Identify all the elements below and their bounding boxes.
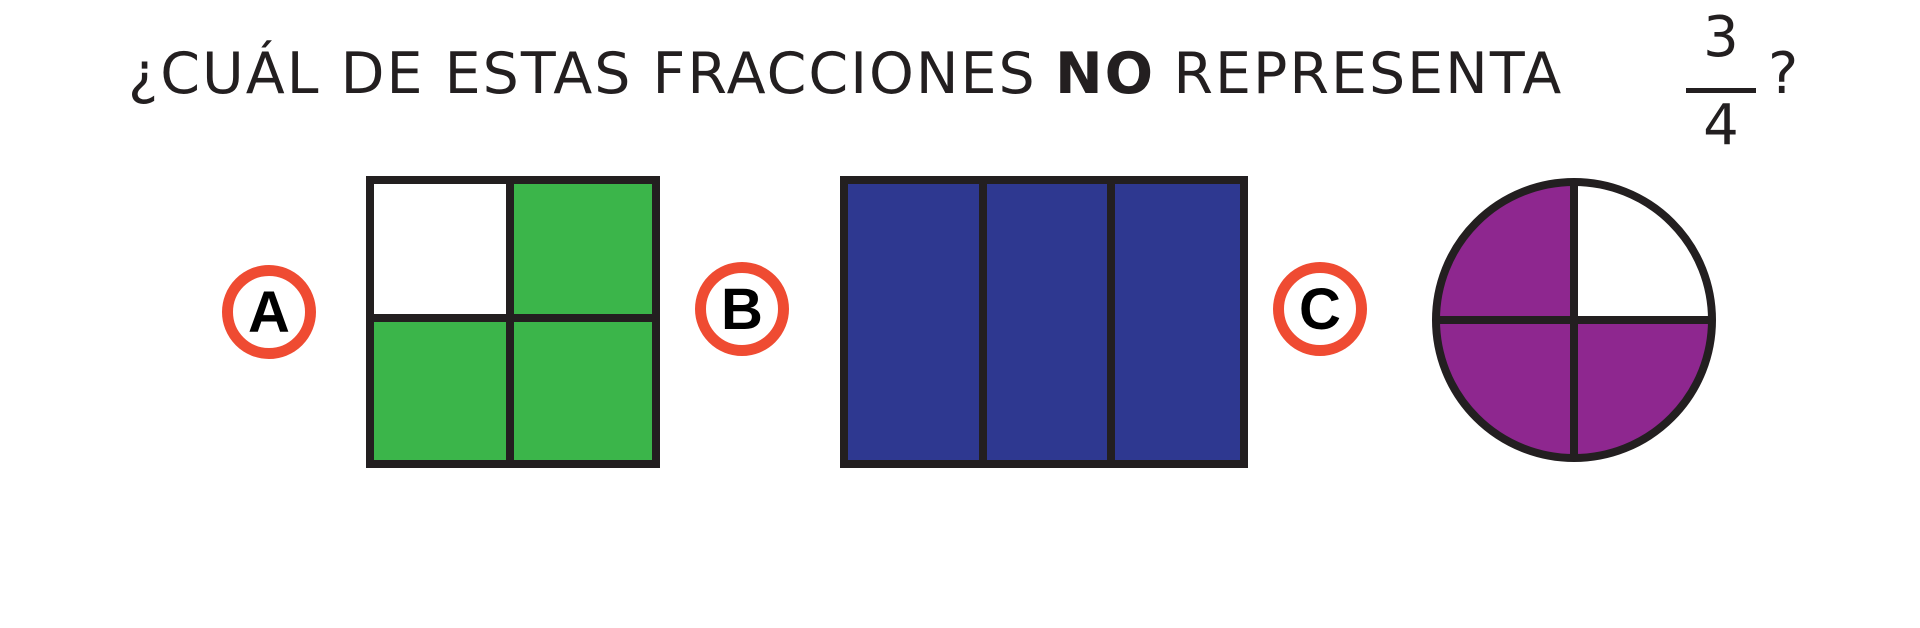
question-mark: ?: [1768, 41, 1799, 107]
option-a-part-4: [510, 318, 656, 464]
option-b-figure[interactable]: [844, 180, 1244, 464]
fraction-numerator: 3: [1703, 5, 1739, 70]
question-emphasis: NO: [1054, 41, 1156, 107]
option-b-label: B: [721, 276, 763, 342]
option-a-part-3: [370, 318, 510, 464]
option-a-figure[interactable]: [370, 180, 656, 464]
option-a-label: A: [248, 279, 290, 345]
option-a-part-2: [510, 180, 656, 318]
option-b-part-1: [844, 180, 983, 464]
option-b-part-2: [983, 180, 1111, 464]
question-suffix: REPRESENTA: [1173, 41, 1564, 107]
option-b-part-3: [1111, 180, 1244, 464]
option-c-figure[interactable]: [1436, 182, 1712, 458]
fraction-denominator: 4: [1703, 93, 1739, 158]
option-c-label: C: [1299, 276, 1341, 342]
question-prefix: ¿CUÁL DE ESTAS FRACCIONES: [128, 41, 1037, 107]
option-a-part-1: [370, 180, 510, 318]
